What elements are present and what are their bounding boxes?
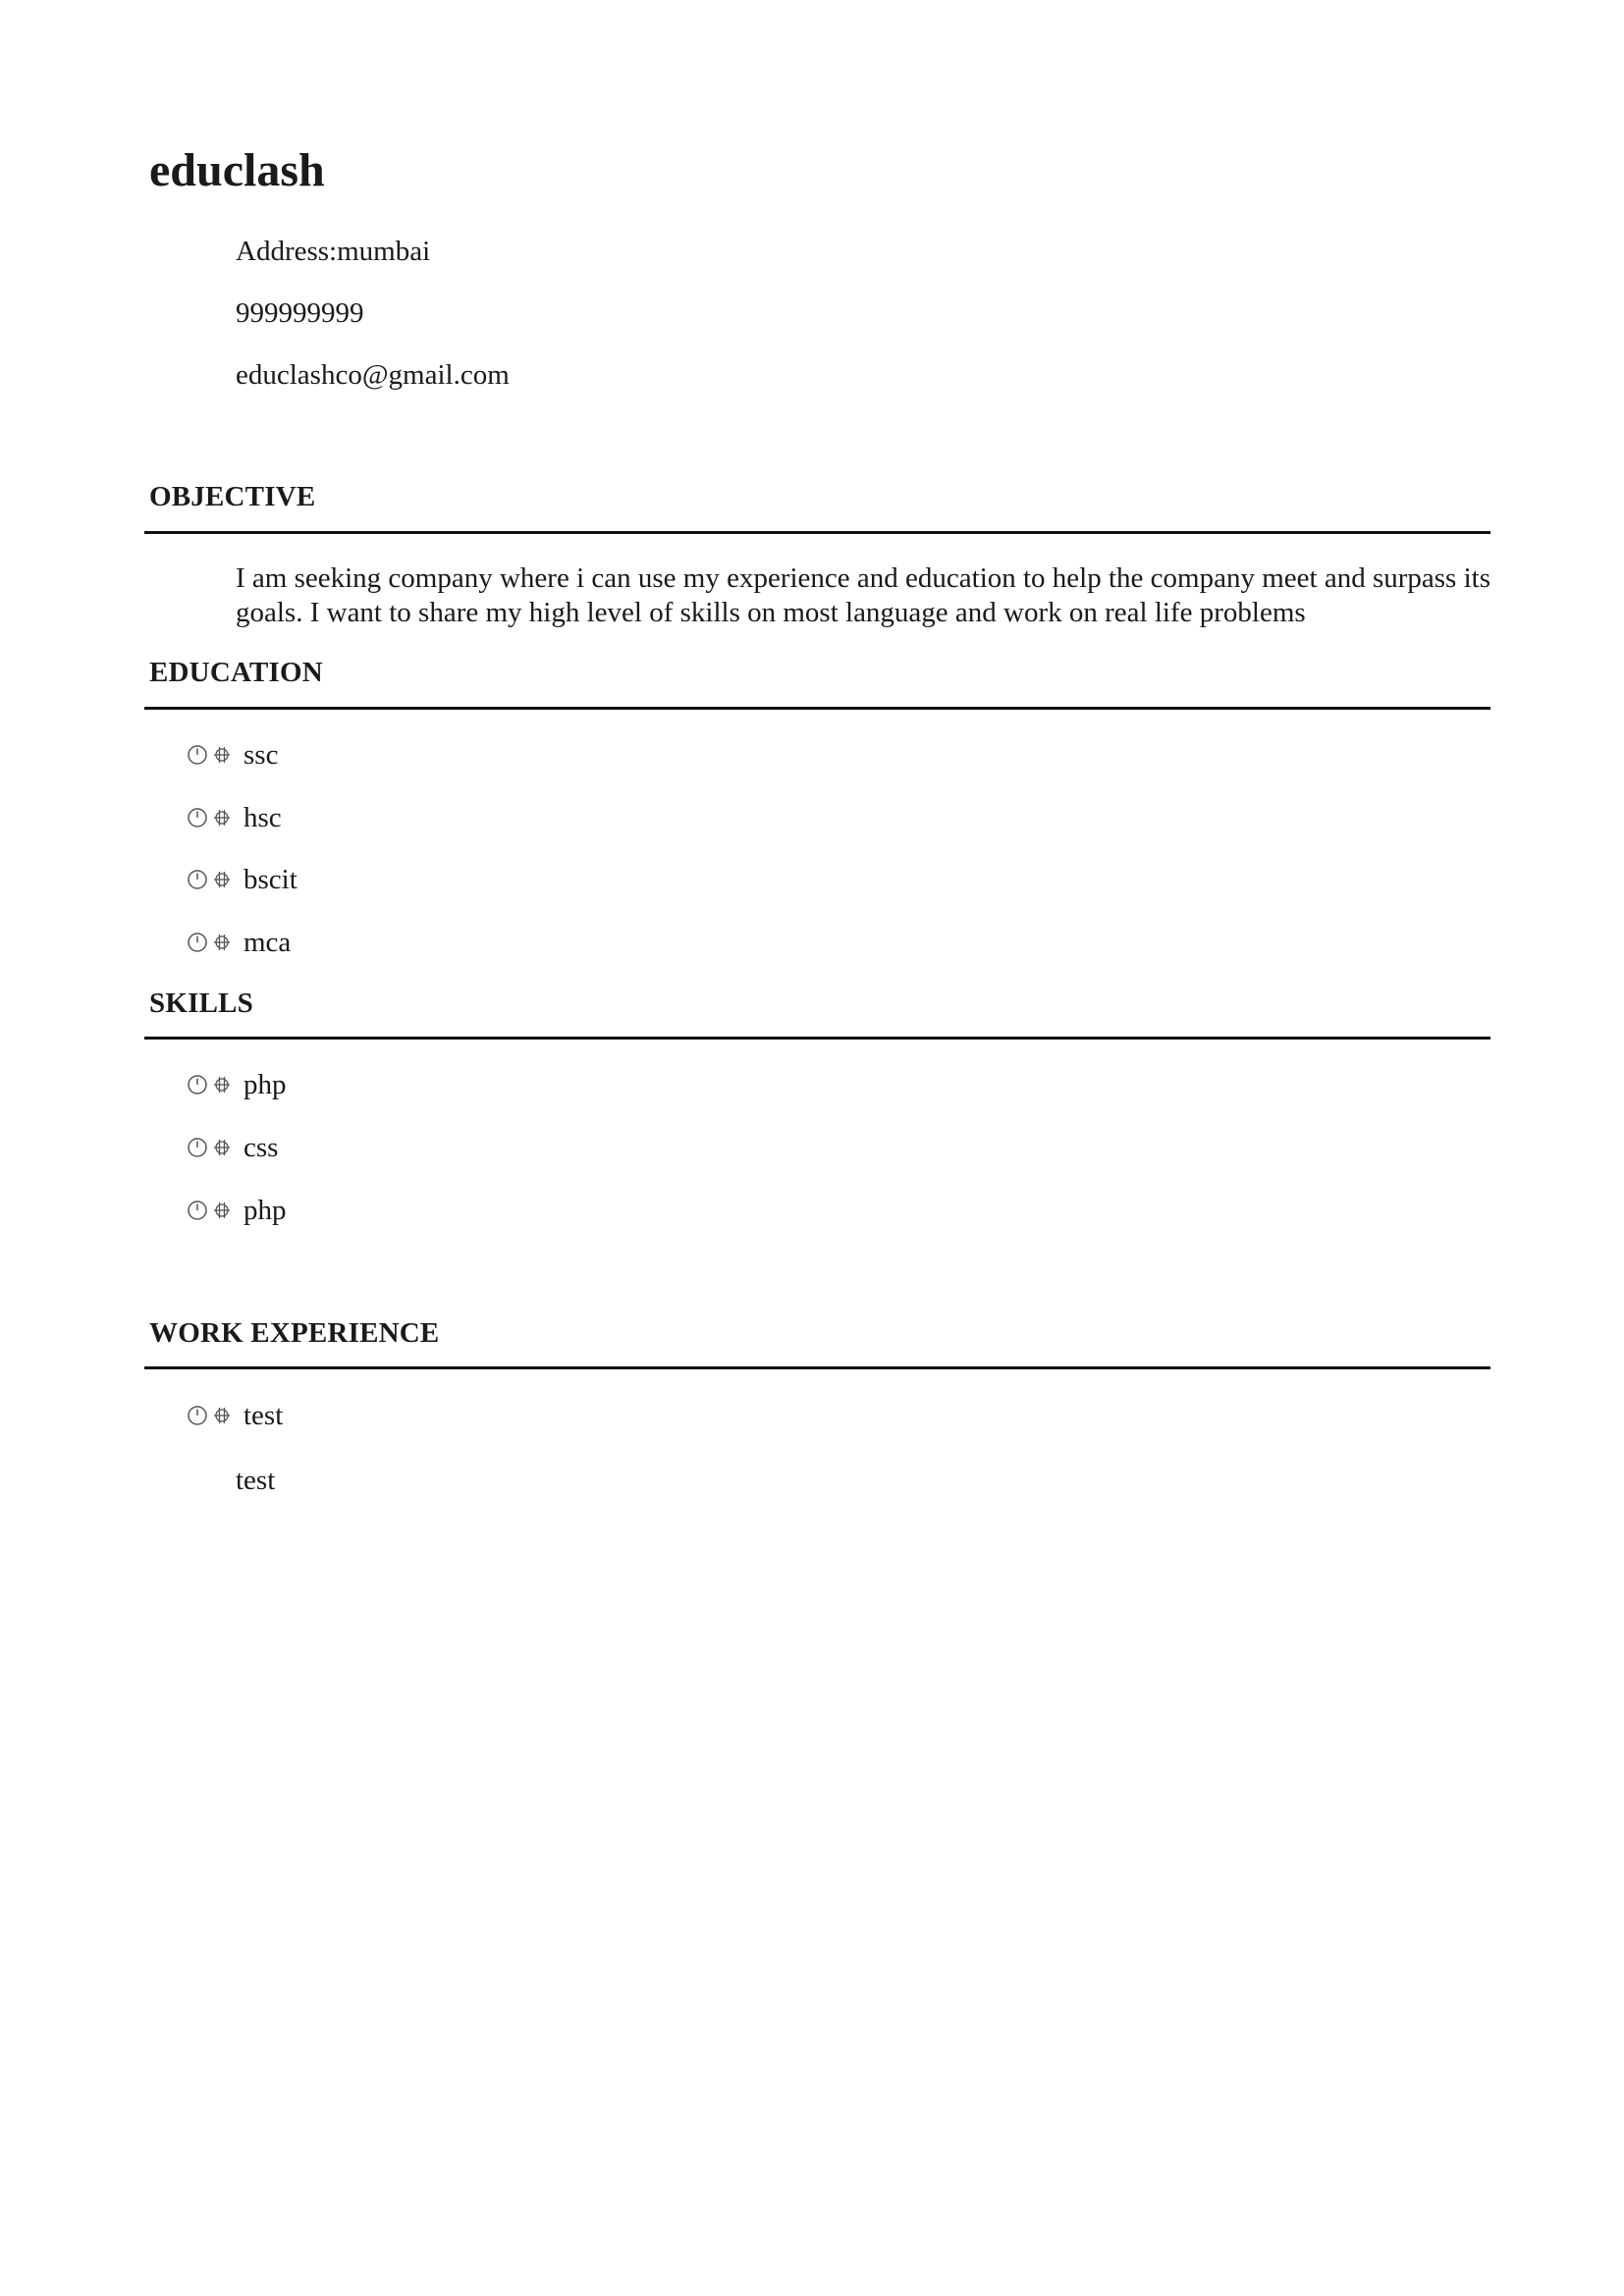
clock-icon (187, 1137, 208, 1158)
skill-item (187, 1069, 287, 1100)
resume-name: educlash (149, 144, 325, 196)
address-line: Address:mumbai (236, 236, 431, 267)
grid-icon (212, 1201, 232, 1220)
skills-heading: SKILLS (149, 988, 253, 1019)
clock-icon (187, 869, 208, 890)
skill-item (187, 1132, 278, 1163)
grid-icon (212, 870, 232, 889)
education-heading: EDUCATION (149, 657, 323, 688)
skill-item (187, 1195, 287, 1226)
grid-icon (212, 1406, 232, 1425)
objective-heading: OBJECTIVE (149, 481, 316, 512)
education-item-label: bscit (244, 863, 298, 895)
work-experience-divider (144, 1366, 1490, 1369)
clock-icon (187, 1074, 208, 1095)
work-experience-title: test (244, 1399, 284, 1431)
education-item (187, 802, 282, 833)
clock-icon (187, 1405, 208, 1426)
bullet (187, 869, 232, 890)
work-experience-description: test (236, 1465, 276, 1496)
bullet (187, 932, 232, 953)
education-item-label: ssc (244, 738, 279, 771)
education-item-label: hsc (244, 801, 282, 833)
grid-icon (212, 933, 232, 952)
clock-icon (187, 932, 208, 953)
grid-icon (212, 808, 232, 828)
bullet (187, 1405, 232, 1426)
skill-item-label: php (244, 1194, 287, 1226)
clock-icon (187, 744, 208, 766)
education-item (187, 927, 291, 958)
bullet (187, 1200, 232, 1221)
clock-icon (187, 807, 208, 828)
skill-item-label: css (244, 1131, 279, 1163)
work-experience-item (187, 1400, 283, 1431)
education-item (187, 864, 298, 895)
skill-item-label: php (244, 1068, 287, 1100)
skills-divider (144, 1037, 1490, 1040)
bullet (187, 1074, 232, 1095)
objective-divider (144, 531, 1490, 534)
grid-icon (212, 1138, 232, 1157)
work-experience-heading: WORK EXPERIENCE (149, 1317, 440, 1349)
grid-icon (212, 1075, 232, 1095)
bullet (187, 744, 232, 766)
objective-text: I am seeking company where i can use my experience and education to help the company meet and surpass its goals. I want to share my high level of skills on most language and work on real life problems (236, 562, 1490, 628)
education-divider (144, 707, 1490, 710)
email-line: educlashco@gmail.com (236, 359, 510, 391)
education-item-label: mca (244, 926, 292, 958)
clock-icon (187, 1200, 208, 1221)
bullet (187, 1137, 232, 1158)
phone-line: 999999999 (236, 297, 364, 329)
grid-icon (212, 745, 232, 765)
bullet (187, 807, 232, 828)
education-item (187, 739, 278, 771)
